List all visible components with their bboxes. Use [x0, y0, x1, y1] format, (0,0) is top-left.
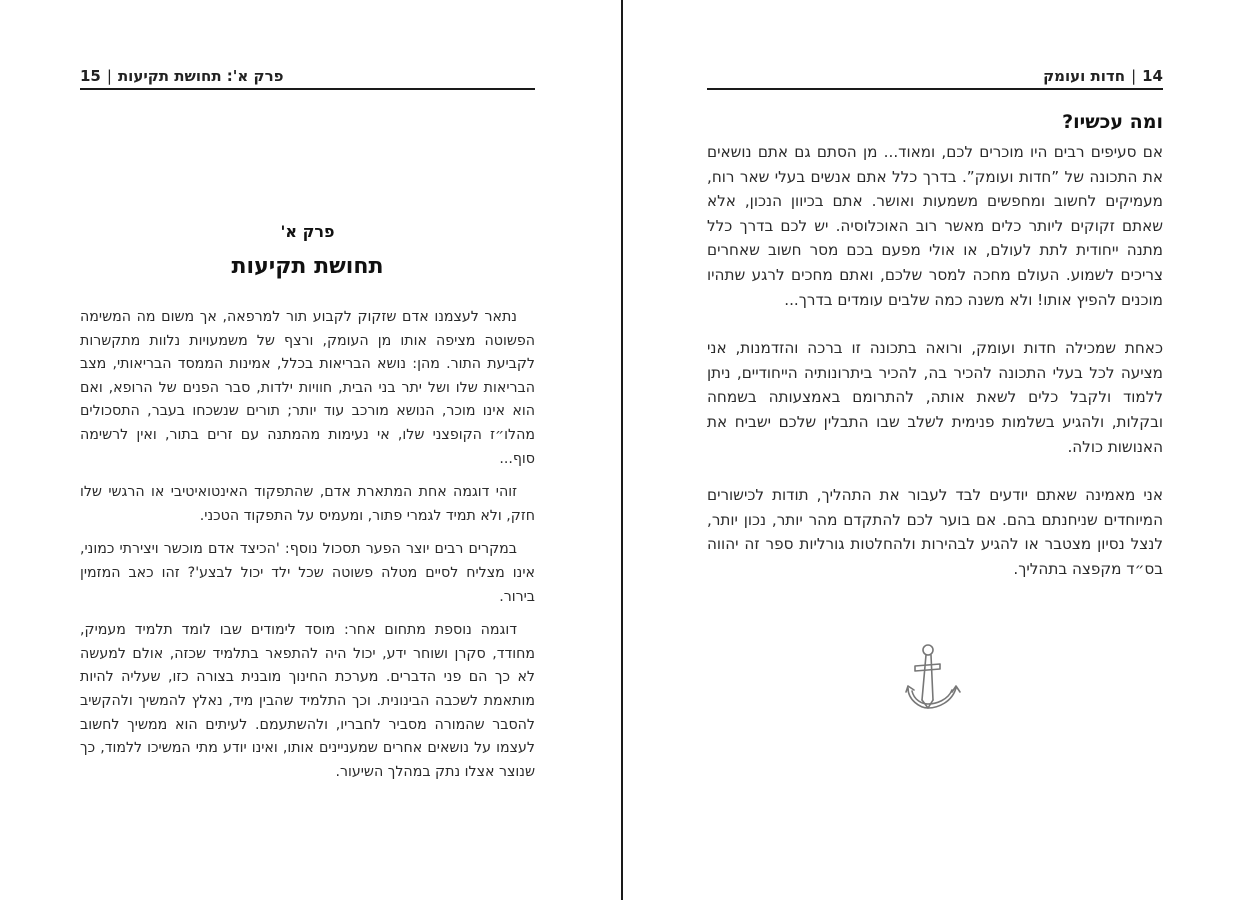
- left-paragraph-1: נתאר לעצמנו אדם שזקוק לקבוע תור למרפאה, אך משום מה המשימה הפשוטה מציפה אותו מן העומק, ורצף של משמעויות נלוות מתקשרות לקביעת התור. מהן: נושא הבריאות בכלל, אמינות הממסד הבריאותי, מצב הבריאות שלו ושל יתר בני הבית, חוויות ילדות, סבר הפנים של הרופא, ואם הוא אינו מוכר, הנושא מורכב עוד יותר; תורים שנשכחו בעבר, התסכולים מהלו״ז הקופצני שלו, אי נעימות מהמתנה עם זרים בתור, ואין לרשימה סוף...: [80, 309, 535, 467]
- book-spine: [621, 0, 623, 900]
- right-page-body: [707, 108, 1163, 606]
- section-heading: ומה עכשיו?: [1062, 111, 1163, 133]
- header-separator: |: [1131, 67, 1137, 85]
- right-page-header: [707, 64, 1163, 90]
- left-page-number: 15: [80, 67, 101, 85]
- right-page-running-title: חדות ועומק: [1043, 67, 1126, 85]
- left-page-header-label: [80, 67, 283, 85]
- right-page-header-label: [1043, 67, 1163, 85]
- chapter-label: פרק א': [280, 222, 335, 241]
- left-page-header: [80, 64, 535, 90]
- header-separator: |: [106, 67, 112, 85]
- right-paragraph-1: אם סעיפים רבים היו מוכרים לכם, ומאוד... מן הסתם גם אתם נושאים את התכונה של ”חדות ועומק”. בדרך כלל אתם אנשים בעלי שאר רוח, מעמיקים לחשוב ומחפשים משמעות ואושר. אתם בכיוון הנכון, אלא שאתם זקוקים ליותר כלים מאשר רוב האוכלוסיה. יש לכם בדרך כלל מתנה ייחודית לתת לעולם, או אולי מפעם בכם מסר חשוב שאחרים צריכים לשמוע. העולם מחכה למסר שלכם, ואתם מחכים לרגע שתהיו מוכנים להפיץ אותו! ולא משנה כמה שלבים עומדים בדרך...: [707, 143, 1163, 309]
- left-paragraph-3: במקרים רבים יוצר הפער תסכול נוסף: 'הכיצד אדם מוכשר ויצירתי כמוני, אינו מצליח לסיים מטלה פשוטה שכל ילד יכול לבצע'? זהו כאב המזמין בירור.: [80, 541, 535, 605]
- left-page-running-title: פרק א': תחושת תקיעות: [117, 67, 284, 85]
- right-paragraph-2: כאחת שמכילה חדות ועומק, ורואה בתכונה זו ברכה והזדמנות, אני מציעה לכל בעלי התכונה להכיר בה, להכיר ביתרונותיה הייחודיים, ניתן ללמוד ולקבל כלים לשאת אותה, להתרומם באמצעותה בשמחה ובקלות, ולהגיע בשלמות פנימית לשלב שבו התבלין שלכם ישביח את האנושות כולה.: [707, 339, 1163, 456]
- left-paragraph-4: דוגמה נוספת מתחום אחר: מוסד לימודים שבו לומד תלמיד מעמיק, מחודד, סקרן ושוחר ידע, יכול היה להתפאר בתלמיד שכזה, אולם למעשה לא כך הם פני הדברים. מערכת החינוך מובנית בצורה כזו, שעליה להיות מותאמת לשכבה הבינונית. וכך התלמיד שהבין מיד, נאלץ להמשיך ולהקשיב להסבר שהמורה מסביר לחבריו, ולהשתעמם. לעיתים הוא ממשיך לחשוב לעצמו על נושאים אחרים שמעניינים אותו, ואינו יודע מתי המשיכו ללמוד, כך שנוצר אצלו נתק במהלך השיעור.: [80, 622, 535, 780]
- right-paragraph-3: אני מאמינה שאתם יודעים לבד לעבור את התהליך, תודות לכישורים המיוחדים שניחנתם בהם. אם בוער לכם להתקדם מהר יותר, נכון יותר, לנצל נסיון מצטבר או להגיע לבהירות ולהחלטות גורליות ספר זה יהווה בס״ד מקפצה בתהליך.: [707, 486, 1163, 578]
- anchor-icon: [902, 642, 964, 712]
- left-paragraph-2: זוהי דוגמה אחת המתארת אדם, שהתפקוד האינטואיטיבי או הרגשי שלו חזק, ולא תמיד לגמרי פתור, ומעמיס על התפקוד הטכני.: [80, 484, 535, 524]
- chapter-heading: [80, 220, 535, 282]
- left-page-body: [80, 306, 535, 794]
- right-page-number: 14: [1142, 67, 1163, 85]
- chapter-title: תחושת תקיעות: [231, 254, 384, 279]
